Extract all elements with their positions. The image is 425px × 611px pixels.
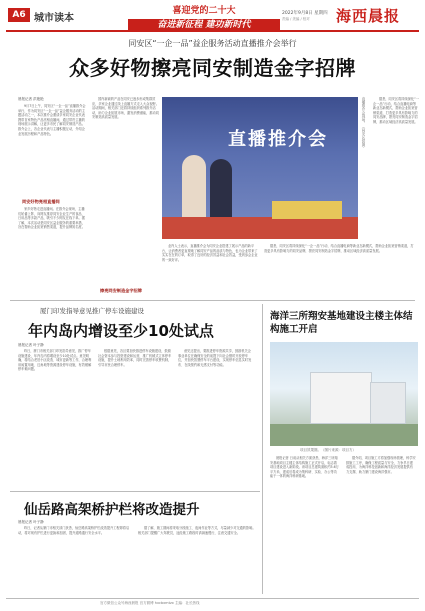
story2-byline: 晨报记者 叶子静 [18, 343, 44, 347]
photo-host-right [210, 159, 232, 225]
footer-text: 官方微信公众号海西晨报 官方微博 hxcbxmtzx 主编：社长热线 [100, 601, 200, 605]
story1-paragraph-2: 家乡好物走进直播间。在推介会现场，主播们轮番上阵，向网友推荐同安企业生产的食品、日用品等多款产品，吸引不少网友在线下单。据了解，本次活动是同安区益企服务的重要举措，旨在帮助企业拓宽销售渠道，提升品牌知名度。 [18, 207, 85, 230]
story1-byline: 晨报记者 洪艳艳 [18, 97, 44, 101]
story3-photo-caption: 项目效果图。（图片来源：项目方） [300, 448, 356, 452]
story3-col2 [346, 456, 416, 594]
story1-headline: 众多好物擦亮同安制造金字招牌 [69, 56, 356, 80]
story1-subhead-2: 擦亮同安制造金字招牌 [100, 288, 142, 293]
header-rule [6, 30, 419, 32]
story2-paragraph-1: 昨日，厦门市相关部门印发指导意见，推广停车设施建设，年内岛内将增设至少10处试点。意见明确，将结合老旧小区改造、城市更新等工作，合理利用闲置用地、边角地等资源建设停车设施，有效缓解停车难问题。 [18, 349, 92, 372]
footer-rule [6, 598, 419, 599]
slogan-bottom: 奋进新征程 建功新时代 [128, 19, 280, 31]
section-title: 城市读本 [34, 13, 74, 24]
newspaper-logo [336, 6, 420, 24]
story1-col3 [373, 97, 419, 239]
photo-product-boxes [272, 201, 342, 219]
page-number: A6 [12, 10, 26, 20]
photo-banner-text: 直播推介会 [228, 129, 328, 150]
story1-col4 [162, 244, 258, 292]
story3-paragraph-1: 晨报记者 日前从相关方面获悉，海洋三所翔安基地项目主楼主体结构施工正式开启，标志着项目建设进入新阶段。该项目总建筑面积约3.6万平方米，建成后将成为集科研、实验、办公等功能于一体的海洋科研基地。 [270, 456, 339, 479]
date-line: 2022年9月8日 星期四 [282, 11, 328, 16]
photo-building-side [370, 382, 406, 424]
slogan-top: 喜迎党的二十大 [172, 6, 236, 16]
story1-paragraph-5: 业内人士表示，直播推介会为同安企业搭建了展示产品的新平台，让消费者更直观地了解同安产品的品质与特色，也为企业带来了实实在在的订单，取得了良好的经济效益和社会效益，受到参会企业的一致好评。 [162, 244, 258, 262]
story2-headline: 年内岛内增设至少10处试点 [28, 322, 214, 340]
photo-ground [270, 424, 418, 446]
story2-col2 [98, 349, 172, 485]
editor-line: 责编 / 美编 / 校对 [282, 17, 310, 21]
story4-col1 [18, 526, 132, 594]
story1-subhead-1: 同安好物亮相直播间 [22, 199, 60, 204]
story1-paragraph-1: 9月7日上午，同安区“一企一品”直播推介会举行，作为同安区“一企一品”益企服务活动的主题活动之一，本次推介会邀请多家同安企业代表携带自家特色产品亮相直播间，通过带货主播的现场展示讲解，让更多市民了解同安制造产品。推介会上，各企业代表与主播积极互动，介绍企业发展历程和产品特色。 [18, 104, 86, 136]
photo-caption-text: 直播推介会现场。（同安区供图） [362, 97, 366, 150]
story1-col1b [18, 207, 86, 289]
photo-product-table [162, 217, 358, 239]
story4-col2 [138, 526, 256, 594]
story1-col1 [18, 104, 86, 196]
story1-paragraph-6: 据悉，同安区将持续深化“一企一品”行动，结合直播电商等新业态新模式，帮助企业拓宽营销渠道，打造更多具有影响力的同安品牌，擦亮同安制造金字招牌，推动区域经济高质量发展。 [264, 244, 414, 253]
story1-photo [162, 97, 358, 239]
story1-col2 [92, 97, 160, 287]
photo-building-main [310, 372, 372, 424]
story1-col5 [264, 244, 414, 292]
logo-text: 海西晨报 [336, 7, 401, 25]
story3-photo [270, 342, 418, 446]
story4-byline: 晨报记者 叶子静 [18, 520, 44, 524]
story1-kicker: 同安区“一企一品”益企服务活动直播推介会举行 [128, 39, 297, 48]
story3-paragraph-2: 据介绍，项目施工方将加强现场管理，科学安排施工工序，确保工程质量与安全，力争早日建成投用，为海洋科技创新和海洋经济发展提供有力支撑，助力厦门建设海洋强市。 [346, 456, 416, 474]
divider-mid [10, 300, 415, 301]
story2-col1 [18, 349, 92, 485]
story4-paragraph-2: 据了解，施工期间将采取分段施工、夜间作业等方式，尽量减少对交通的影响。相关部门提醒广大驾驶员，途经施工路段时请减速慢行，注意交通安全。 [138, 526, 256, 535]
story2-paragraph-3: 意见还提出，要推进停车资源共享，鼓励机关企事业单位在确保安全的前提下向社会错时开放停车位，并加快智慧停车平台建设，实现停车信息实时发布、在线预约和无感支付等功能。 [178, 349, 252, 367]
story2-paragraph-2: 根据意见，各区要加快推进停车设施建设，鼓励社会资本参与投资建设和运营，推广机械式立体停车设施，提升土地利用效率，同时完善停车收费机制，引导市民合理停车。 [98, 349, 172, 367]
story1-paragraph-3: 国内新颖的产品在同安已逐步形成集群效应，多家企业通过线上直播方式走入大众视野。活动期间，相关部门还将持续组织系列推介活动，助力企业拓展市场，激发消费潜能，推动同安制造高质量发展。 [92, 97, 159, 120]
story3-col1 [270, 456, 340, 594]
story4-paragraph-1: 昨日，记者从厦门市相关部门获悉，仙岳路高架桥护栏改造提升工程即将启动，将对现有护栏进行更换和加固，提升道路通行安全水平。 [18, 526, 130, 535]
story4-headline: 仙岳路高架桥护栏将改造提升 [24, 502, 200, 518]
photo-host-left [182, 155, 206, 225]
divider-vertical [262, 304, 263, 594]
story1-photo-caption [362, 97, 370, 239]
story3-headline: 海洋三所翔安基地建设主楼主体结构施工开启 [270, 311, 413, 335]
divider-lower [10, 491, 260, 492]
story1-paragraph-4: 据悉，同安区将持续深化“一企一品”行动，结合直播电商等新业态新模式，帮助企业拓宽营销渠道，打造更多具有影响力的同安品牌，擦亮同安制造金字招牌，推动区域经济高质量发展。 [373, 97, 419, 124]
story2-kicker: 厦门印发指导意见推广停车设施建设 [40, 307, 144, 315]
page-number-badge [8, 8, 30, 22]
story2-col3 [178, 349, 252, 485]
slogan-banner [128, 6, 280, 32]
